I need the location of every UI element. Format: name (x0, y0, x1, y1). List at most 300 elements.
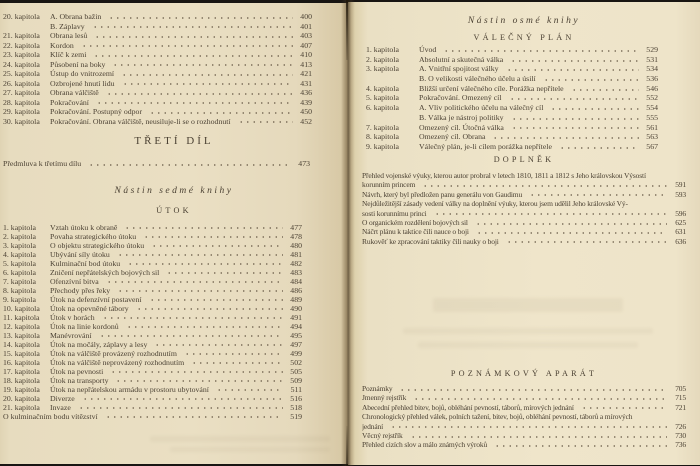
chapter-number: 2. kapitola (3, 232, 36, 241)
dot-leader (191, 358, 283, 367)
entry-title: Válečný plán, je-li cílem porážka nepřítele (419, 141, 552, 151)
chapter-number: 2. kapitola (366, 54, 399, 64)
dot-leader (92, 22, 293, 32)
dot-leader (121, 69, 293, 79)
toc-row (3, 349, 302, 358)
page-number: 499 (290, 349, 302, 358)
page-number: 486 (290, 286, 302, 295)
dot-leader (88, 159, 291, 169)
entry-title: Útok na defenzívní postavení (50, 295, 142, 304)
entry-title: Útok na nepřátelskou armádu v prostoru ubytování (50, 385, 209, 394)
entry-title: Chronologický přehled válek, polních tažení, bitev, bojů, obléhání pevností, táborů a mírových (362, 412, 633, 422)
dot-leader (96, 98, 293, 108)
dot-leader (166, 268, 283, 277)
entry-title: Věcný rejstřík (362, 430, 403, 440)
dot-leader (154, 340, 283, 349)
toc-row (3, 367, 302, 376)
page-number: 497 (290, 340, 302, 349)
toc-row (3, 22, 312, 32)
chapter-number: 11. kapitola (3, 313, 40, 322)
chapter-number: 25. kapitola (3, 69, 40, 78)
dot-leader (105, 412, 283, 421)
chapter-number: 4. kapitola (366, 83, 399, 93)
page-number: 410 (300, 50, 312, 59)
toc-row (3, 412, 302, 421)
entry-title: Omezený cíl. Útočná válka (419, 122, 504, 132)
dot-leader (543, 74, 639, 84)
toc-row (3, 394, 302, 403)
apparatus-heading: POZNÁMKOVÝ APARÁT (450, 369, 598, 378)
book8-subheading: VÁLEČNÝ PLÁN (473, 33, 575, 42)
entry-title-continued: jednání (362, 421, 384, 431)
dot-leader (124, 223, 283, 232)
dot-leader (136, 304, 283, 313)
toc-row (362, 393, 686, 402)
page-gutter-shadow (341, 0, 355, 466)
toc-row (3, 295, 302, 304)
page-number: 536 (646, 74, 658, 84)
dot-leader (149, 107, 293, 117)
page-number: 631 (675, 227, 686, 237)
bleed-through-ghost (418, 342, 638, 348)
chapter-number: 16. kapitola (3, 358, 40, 367)
entry-title: Invaze (50, 403, 71, 412)
bleed-through-ghost (433, 298, 623, 312)
chapter-number: 3. kapitola (366, 64, 399, 74)
entry-title: Rukověť ke zpracování taktiky čili nauky o boji (362, 236, 499, 246)
dot-leader (94, 31, 293, 41)
dot-leader (93, 50, 293, 60)
page-number: 495 (290, 331, 302, 340)
entry-title: Pokračování. Postupný odpor (50, 107, 143, 116)
dot-leader (410, 431, 667, 440)
page-number: 721 (675, 402, 686, 412)
chapter-number: 21. kapitola (3, 31, 40, 40)
page-number: 561 (646, 122, 658, 132)
toc-row (3, 376, 302, 385)
entry-title: A. Vnitřní spojitost války (419, 64, 499, 74)
dot-leader (581, 403, 667, 412)
toc-row (3, 250, 302, 259)
entry-title: Bližší určení válečného cíle. Porážka nepřítele (419, 83, 564, 93)
chapter-number: 23. kapitola (3, 50, 40, 59)
page-number: 403 (300, 31, 312, 40)
chapter-number: 15. kapitola (3, 349, 40, 358)
dot-leader (82, 394, 283, 403)
entry-title: Ústup do vnitrozemí (50, 69, 115, 78)
chapter-number: 4. kapitola (3, 250, 36, 259)
page-number: 715 (675, 393, 686, 403)
chapter-number: 1. kapitola (3, 223, 36, 232)
page-number: 489 (290, 295, 302, 304)
page-number: 400 (300, 12, 312, 21)
dot-leader (476, 227, 667, 236)
dot-leader (149, 295, 283, 304)
entry-title: Návrh, který byl předložen panu generálu von Gaudimu (362, 189, 523, 199)
page-number: 516 (290, 394, 302, 403)
entry-title-continued: sosti korunnímu princi (362, 208, 427, 218)
entry-title: Přehled cizích slov a málo známých výroků (362, 440, 488, 450)
chapter-number: 27. kapitola (3, 88, 40, 97)
dot-leader (529, 190, 667, 199)
page-number: 552 (646, 93, 658, 103)
dot-leader (108, 12, 293, 22)
page-number: 596 (675, 208, 686, 218)
dot-leader (434, 209, 667, 218)
entry-title: O objektu strategického útoku (50, 241, 145, 250)
toc-row (362, 384, 686, 393)
entry-title: O kulminačním bodu vítězství (3, 412, 98, 421)
bleed-through-ghost (170, 447, 330, 452)
dot-leader (390, 422, 667, 431)
toc-row (3, 88, 312, 98)
book8-toc-rows (366, 45, 658, 152)
chapter-number: 13. kapitola (3, 331, 40, 340)
toc-row (3, 50, 312, 60)
page-number: 494 (290, 322, 302, 331)
toc-row (3, 69, 312, 79)
page-number: 529 (646, 45, 658, 54)
entry-title: Manévrování (50, 331, 92, 340)
dot-leader (443, 45, 639, 55)
part-heading: TŘETÍ DÍL (134, 135, 214, 147)
page-number: 478 (290, 232, 302, 241)
dot-leader (511, 113, 639, 123)
dot-leader (509, 93, 640, 103)
entry-title: Vztah útoku k obraně (50, 223, 118, 232)
chapter-number: 26. kapitola (3, 78, 40, 88)
page-number: 483 (290, 268, 302, 277)
dot-leader (112, 60, 293, 70)
chapter-number: 28. kapitola (3, 97, 40, 107)
page-number: 511 (290, 385, 302, 394)
chapter-number: 22. kapitola (3, 40, 40, 50)
chapter-number: 20. kapitola (3, 12, 40, 21)
entry-title: B. Válka je nástroj politiky (419, 112, 504, 122)
dot-leader (110, 367, 283, 376)
toc-row (3, 98, 312, 108)
toc-row (366, 142, 658, 152)
toc-row (3, 79, 312, 89)
toc-row (3, 268, 302, 277)
chapter-number: 24. kapitola (3, 59, 40, 69)
book7-toc-rows (3, 223, 302, 421)
dot-leader (475, 218, 667, 227)
entry-title: Kordon (50, 40, 74, 50)
page-number: 491 (290, 313, 302, 322)
book7-heading: Nástin sedmé knihy (114, 186, 234, 196)
page-number: 413 (300, 59, 312, 69)
dot-leader (506, 64, 639, 74)
page-number: 439 (300, 97, 312, 107)
entry-title: Jmenný rejstřík (362, 393, 407, 403)
page-number: 452 (300, 116, 312, 126)
toc-row (362, 218, 686, 227)
page-number: 563 (646, 132, 658, 142)
entry-title: Kulminační bod útoku (50, 259, 121, 268)
page-number: 477 (290, 223, 302, 232)
dot-leader (238, 117, 293, 127)
entry-title: B. O velikosti válečného účelu a úsilí (419, 74, 536, 84)
binding-thread (346, 426, 348, 466)
toc-row (366, 132, 658, 142)
page-number: 484 (290, 277, 302, 286)
entry-title: Obrana lesů (50, 31, 88, 40)
chapter-number: 7. kapitola (366, 122, 399, 132)
entry-title: O organickém rozdělení bojových sil (362, 217, 468, 227)
toc-row-continued (362, 422, 686, 431)
chapter-number: 1. kapitola (366, 45, 399, 54)
toc-row (362, 227, 686, 236)
entry-title: Zničení nepřátelských bojových sil (50, 268, 160, 277)
toc-row (366, 113, 658, 123)
entry-title: Ubývání síly útoku (50, 250, 110, 259)
toc-row (3, 331, 302, 340)
toc-row-continued (362, 180, 686, 189)
dot-leader (106, 277, 283, 286)
toc-row (3, 259, 302, 268)
page-number: 555 (646, 112, 658, 122)
toc-row (366, 55, 658, 65)
chapter-number: 9. kapitola (3, 295, 36, 304)
preface-row (3, 159, 310, 169)
toc-row (3, 313, 302, 322)
toc-row (3, 304, 302, 313)
apparatus-rows (362, 384, 686, 450)
toc-row (3, 286, 302, 295)
entry-title: Diverze (50, 394, 75, 403)
dot-leader (126, 322, 283, 331)
dot-leader (510, 55, 639, 65)
entry-title: Pokračování (50, 97, 89, 107)
dot-leader (151, 241, 283, 250)
entry-title: Ozbrojené hnutí lidu (50, 78, 115, 88)
chapter-number: 18. kapitola (3, 376, 40, 385)
page-number: 482 (290, 259, 302, 268)
toc-row (362, 237, 686, 246)
dot-leader (571, 84, 639, 94)
dot-leader (78, 403, 283, 412)
page-number: 554 (646, 103, 658, 113)
chapter-number: 20. kapitola (3, 394, 40, 403)
dot-leader (106, 88, 293, 98)
page-number: 509 (290, 376, 302, 385)
chapter-number: 5. kapitola (366, 93, 399, 103)
toc-row (366, 64, 658, 74)
page-number: 502 (290, 358, 302, 367)
entry-title: Přechody přes řeky (50, 286, 111, 295)
book8-heading: Nástin osmé knihy (467, 16, 581, 26)
page-number: 567 (646, 141, 658, 151)
page-number: 730 (675, 430, 686, 440)
chapter-number: 8. kapitola (3, 286, 36, 295)
page-number: 436 (300, 88, 312, 97)
page-number: 518 (290, 403, 302, 412)
entry-title: Abecední přehled bitev, bojů, obléhání pevností, táborů, mírových jednání (362, 402, 574, 412)
entry-title-continued: korunním princem (362, 180, 416, 190)
dot-leader (102, 313, 283, 322)
toc-row (3, 60, 312, 70)
binding-thread (346, 0, 348, 60)
toc-row (362, 199, 686, 208)
page-number: 480 (290, 241, 302, 250)
dot-leader (122, 79, 293, 89)
entry-title: Útok na pevnosti (50, 367, 104, 376)
entry-title: Přehled vojenské výuky, kterou autor probral v letech 1810, 1811 a 1812 s Jeho královskou Výsostí (362, 171, 646, 180)
toc-row (3, 31, 312, 41)
dot-leader (492, 132, 639, 142)
toc-row (366, 45, 658, 55)
page-number: 431 (300, 78, 312, 88)
page-number: 546 (646, 83, 658, 93)
entry-title: Útok na transporty (50, 376, 109, 385)
toc-row (362, 171, 686, 180)
page-number: 636 (675, 236, 686, 246)
chapter-number: 12. kapitola (3, 322, 40, 331)
chapter-number: 7. kapitola (3, 277, 36, 286)
chapter-number: 17. kapitola (3, 367, 40, 376)
dot-leader (81, 41, 293, 51)
dot-leader (117, 250, 283, 259)
toc-row (362, 190, 686, 199)
chapter-number: 9. kapitola (366, 141, 399, 151)
toc-row (362, 440, 686, 449)
toc-row (3, 232, 302, 241)
entry-title: Úvod (419, 45, 437, 54)
page-number: 401 (300, 21, 312, 31)
chapter-number: 8. kapitola (366, 132, 399, 142)
entry-title: Působení na boky (50, 59, 106, 69)
toc-row (362, 403, 686, 412)
chapter-number: 21. kapitola (3, 403, 40, 412)
page-number: 534 (646, 64, 658, 74)
toc-row (3, 159, 310, 169)
entry-title: A. Vliv politického účelu na válečný cíl (419, 103, 544, 113)
toc-row (3, 41, 312, 51)
toc-row (3, 358, 302, 367)
entry-title: Omezený cíl. Obrana (419, 132, 486, 142)
page-number: 481 (290, 250, 302, 259)
chapter-number: 30. kapitola (3, 116, 40, 126)
toc-row (3, 385, 302, 394)
entry-title: B. Záplavy (50, 21, 85, 31)
toc-row (366, 123, 658, 133)
toc-row (366, 103, 658, 113)
page-number: 531 (646, 54, 658, 64)
toc-row (3, 340, 302, 349)
page-number: 736 (675, 440, 686, 450)
dot-leader (550, 103, 639, 113)
toc-row (3, 403, 302, 412)
chapter-number: 14. kapitola (3, 340, 40, 349)
entry-title: Útok na opevněné tábory (50, 304, 129, 313)
toc-row (362, 431, 686, 440)
entry-title: Absolutní a skutečná válka (419, 54, 504, 64)
toc-row (3, 322, 302, 331)
dot-leader (511, 123, 639, 133)
dot-leader (117, 286, 283, 295)
page-number: 705 (675, 384, 686, 393)
page-number: 490 (290, 304, 302, 313)
toc-row (366, 93, 658, 103)
page-number: 473 (298, 159, 310, 168)
page-number: 591 (675, 180, 686, 190)
chapter-number: 29. kapitola (3, 107, 40, 116)
toc-row (366, 84, 658, 94)
entry-title: Útok v horách (50, 313, 95, 322)
dot-leader (494, 440, 667, 449)
toc-row (3, 241, 302, 250)
toc-row (3, 277, 302, 286)
page-number: 421 (300, 69, 312, 78)
page-number: 593 (675, 189, 686, 199)
page-number: 450 (300, 107, 312, 116)
entry-title: Útok na válčiště neprovázený rozhodnutím (50, 358, 185, 367)
entry-title: Předmluva k třetímu dílu (3, 159, 82, 168)
dot-leader (506, 237, 667, 246)
chapter-number: 6. kapitola (3, 268, 36, 277)
dot-leader (422, 180, 667, 189)
page-number: 519 (290, 412, 302, 421)
chapter-number: 10. kapitola (3, 304, 40, 313)
chapter-number: 3. kapitola (3, 241, 36, 250)
doplnek-rows (362, 171, 686, 246)
page-number: 407 (300, 40, 312, 50)
toc-row (3, 223, 302, 232)
entry-title: Pokračování. Omezený cíl (419, 93, 502, 103)
toc-row (3, 12, 312, 22)
entry-title: Pokračování. Obrana válčiště, neusiluje-li se o rozhodnutí (50, 116, 231, 126)
doplnek-heading: DOPLNĚK (493, 155, 555, 164)
bleed-through-ghost (150, 436, 330, 442)
left-page (0, 3, 348, 464)
dot-leader (115, 376, 283, 385)
chapter-number: 5. kapitola (3, 259, 36, 268)
entry-title: Útok na válčiště provázený rozhodnutím (50, 349, 177, 358)
dot-leader (127, 259, 283, 268)
book6-toc-rows (3, 12, 312, 126)
entry-title: Klíč k zemi (50, 50, 87, 59)
book7-subheading: ÚTOK (156, 206, 192, 215)
entry-title: Náčrt plánu k taktice čili nauce o boji (362, 227, 469, 237)
entry-title: Nejdůležitější zásady vedení války na doplnění výuky, kterou jsem udělil Jeho královské Vý- (362, 199, 628, 209)
dot-leader (184, 349, 283, 358)
entry-title: A. Obrana bažin (50, 12, 102, 21)
dot-leader (413, 393, 667, 402)
entry-title: Ofenzívní bitva (50, 277, 99, 286)
dot-leader (143, 232, 283, 241)
toc-row (362, 412, 686, 421)
dot-leader (559, 142, 639, 152)
toc-row (3, 107, 312, 117)
dot-leader (99, 331, 283, 340)
bleed-through-ghost (403, 328, 653, 334)
page-number: 505 (290, 367, 302, 376)
chapter-number: 19. kapitola (3, 385, 40, 394)
page-number: 726 (675, 421, 686, 431)
toc-row (3, 117, 312, 127)
entry-title: Útok na linie kordonů (50, 322, 119, 331)
page-number: 625 (675, 217, 686, 227)
toc-row (366, 74, 658, 84)
right-page (348, 2, 700, 465)
toc-row-continued (362, 209, 686, 218)
entry-title: Útok na močály, záplavy a lesy (50, 340, 148, 349)
entry-title: Povaha strategického útoku (50, 232, 137, 241)
dot-leader (216, 385, 283, 394)
entry-title: Obrana válčiště (50, 88, 99, 97)
chapter-number: 6. kapitola (366, 103, 399, 113)
